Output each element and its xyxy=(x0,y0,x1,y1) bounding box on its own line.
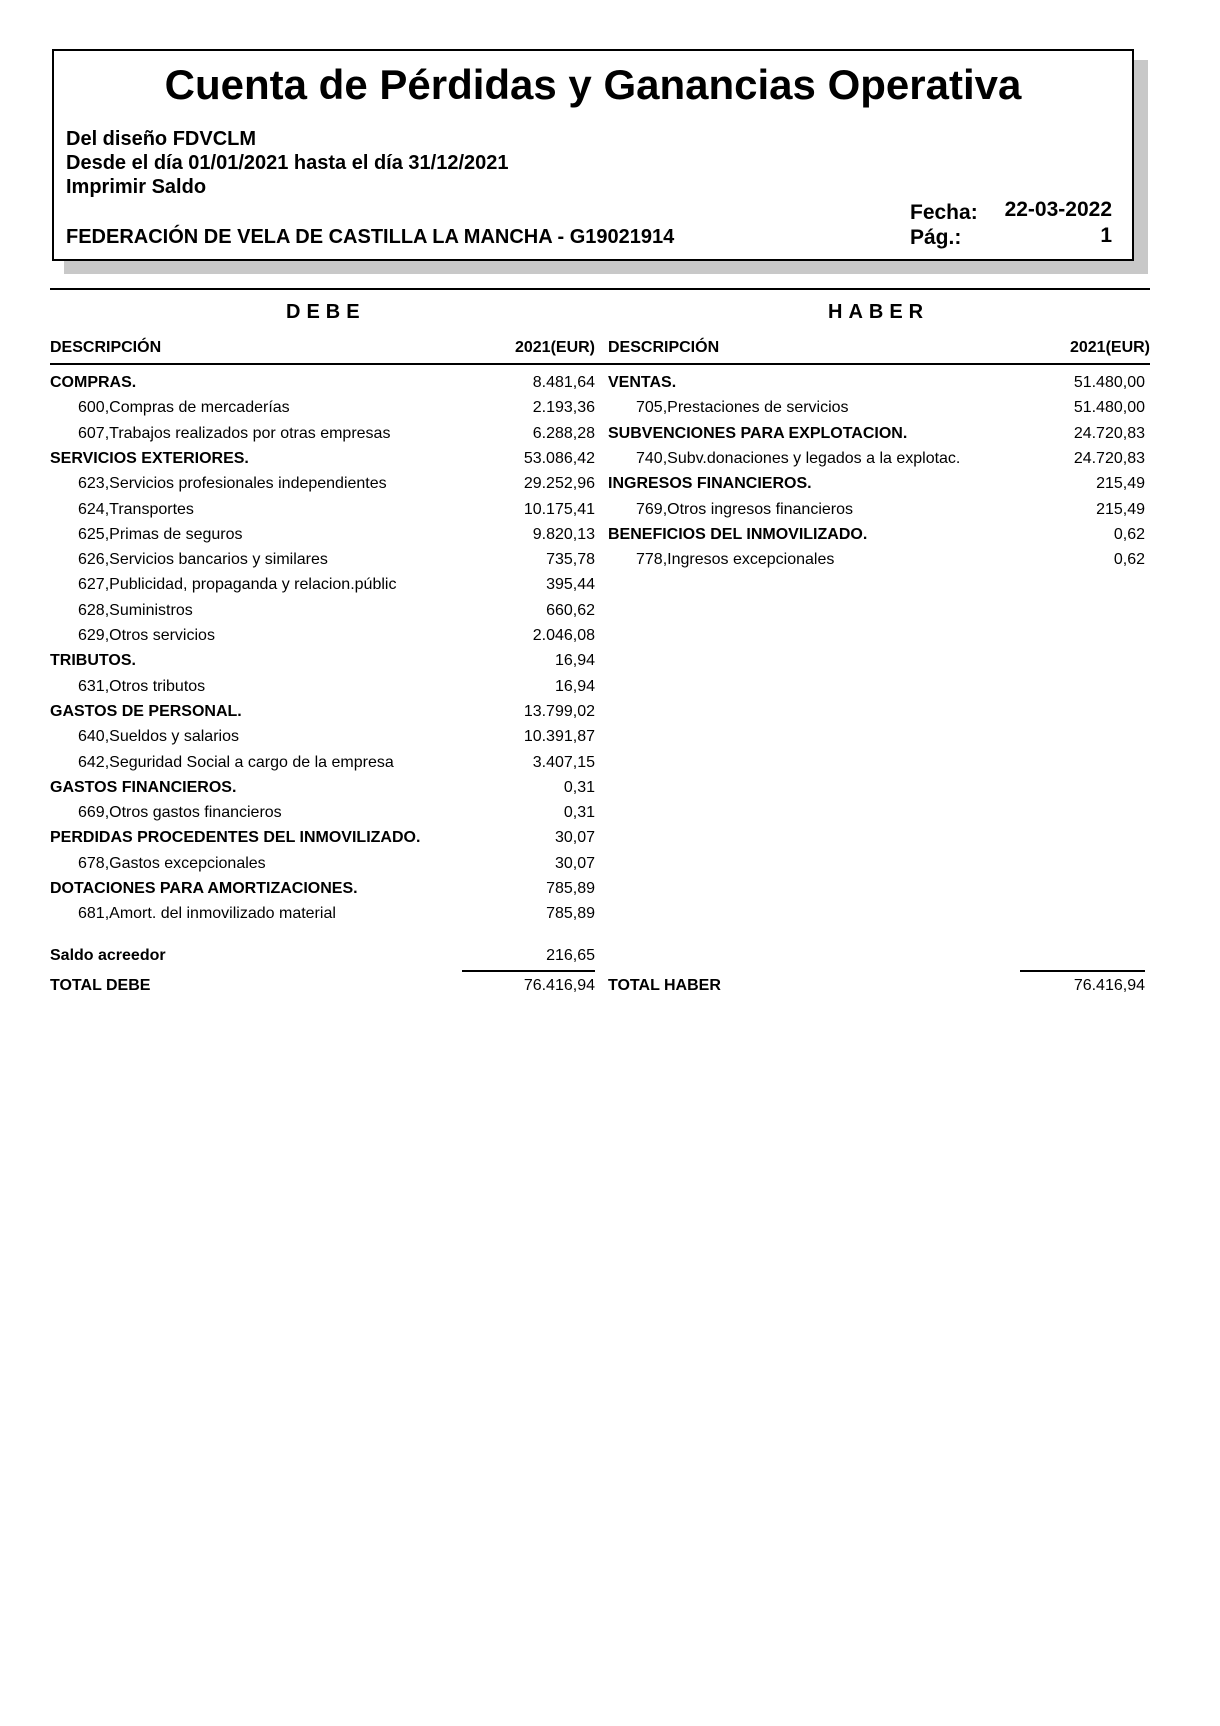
row-amount: 51.480,00 xyxy=(1073,399,1145,417)
saldo-label: Saldo acreedor xyxy=(50,947,166,964)
haber-amount-header: 2021(EUR) xyxy=(1069,339,1150,356)
row-amount: 16,94 xyxy=(554,652,595,670)
debe-amount-header: 2021(EUR) xyxy=(514,339,595,356)
debe-group-row xyxy=(50,825,595,850)
row-description: 628,Suministros xyxy=(78,601,193,619)
row-amount: 0,62 xyxy=(1113,551,1145,569)
haber-account-row xyxy=(608,497,1150,522)
debe-account-row xyxy=(50,395,595,420)
row-description: SUBVENCIONES PARA EXPLOTACION. xyxy=(608,424,908,442)
row-description: SERVICIOS EXTERIORES. xyxy=(50,449,249,467)
row-description: 629,Otros servicios xyxy=(78,627,215,644)
row-description: 642,Seguridad Social a cargo de la empresa xyxy=(78,753,394,771)
debe-account-row xyxy=(50,497,595,522)
debe-account-row xyxy=(50,598,595,623)
row-description: 625,Primas de seguros xyxy=(78,525,243,543)
row-amount: 30,07 xyxy=(554,829,595,847)
row-description: 623,Servicios profesionales independientes xyxy=(78,475,387,493)
debe-account-row xyxy=(50,901,595,926)
row-description: TRIBUTOS. xyxy=(50,652,136,670)
haber-account-row xyxy=(608,547,1150,572)
debe-account-row xyxy=(50,851,595,876)
design-line: Del diseño FDVCLM xyxy=(66,128,257,150)
debe-account-row xyxy=(50,522,595,547)
debe-account-row xyxy=(50,623,595,648)
debe-account-row xyxy=(50,800,595,825)
haber-description-header: DESCRIPCIÓN xyxy=(608,339,720,356)
row-amount: 29.252,96 xyxy=(523,475,595,493)
row-description: GASTOS FINANCIEROS. xyxy=(50,778,237,796)
row-description: GASTOS DE PERSONAL. xyxy=(50,702,242,720)
row-amount: 24.720,83 xyxy=(1073,424,1145,442)
debe-account-row xyxy=(50,471,595,496)
total-debe-label: TOTAL DEBE xyxy=(50,977,151,994)
row-description: 678,Gastos excepcionales xyxy=(78,854,266,872)
section-divider xyxy=(50,288,1150,290)
row-amount: 2.193,36 xyxy=(532,399,595,417)
row-amount: 24.720,83 xyxy=(1073,449,1145,467)
row-amount: 735,78 xyxy=(546,551,595,569)
row-amount: 9.820,13 xyxy=(532,525,595,543)
row-amount: 0,31 xyxy=(563,804,595,822)
debe-title: DEBE xyxy=(286,301,366,323)
row-description: 626,Servicios bancarios y similares xyxy=(78,551,328,569)
row-amount: 30,07 xyxy=(554,854,595,872)
haber-group-row xyxy=(608,522,1150,547)
debe-group-row xyxy=(50,446,595,471)
row-amount: 215,49 xyxy=(1096,475,1145,493)
debe-account-row xyxy=(50,572,595,597)
row-description: 640,Sueldos y salarios xyxy=(78,728,239,746)
row-amount: 10.391,87 xyxy=(523,728,595,746)
row-description: 681,Amort. del inmovilizado material xyxy=(78,905,336,923)
row-description: 705,Prestaciones de servicios xyxy=(636,399,849,417)
row-amount: 3.407,15 xyxy=(532,753,595,771)
haber-sum-rule xyxy=(1020,970,1145,972)
row-description: 600,Compras de mercaderías xyxy=(78,399,290,417)
debe-group-row xyxy=(50,699,595,724)
debe-group-row xyxy=(50,370,595,395)
row-description: VENTAS. xyxy=(608,374,677,391)
row-description: 624,Transportes xyxy=(78,500,194,518)
debe-sum-rule xyxy=(462,970,595,972)
debe-group-row xyxy=(50,648,595,673)
row-description: INGRESOS FINANCIEROS. xyxy=(608,475,812,493)
debe-account-row xyxy=(50,750,595,775)
row-description: PERDIDAS PROCEDENTES DEL INMOVILIZADO. xyxy=(50,829,421,847)
row-amount: 13.799,02 xyxy=(523,702,595,720)
print-option-line: Imprimir Saldo xyxy=(66,176,207,198)
debe-account-row xyxy=(50,547,595,572)
row-amount: 395,44 xyxy=(546,576,595,594)
debe-description-header: DESCRIPCIÓN xyxy=(50,339,162,356)
row-description: 607,Trabajos realizados por otras empresas xyxy=(78,424,391,442)
haber-group-row xyxy=(608,370,1150,395)
date-label: Fecha: xyxy=(910,201,978,224)
row-amount: 785,89 xyxy=(546,905,595,923)
haber-account-row xyxy=(608,395,1150,420)
row-amount: 0,31 xyxy=(563,778,595,796)
total-haber-amount: 76.416,94 xyxy=(1073,977,1145,994)
row-amount: 2.046,08 xyxy=(532,627,595,644)
organization-name: FEDERACIÓN DE VELA DE CASTILLA LA MANCHA - G19021914 xyxy=(66,226,675,248)
row-amount: 215,49 xyxy=(1096,500,1145,518)
debe-account-row xyxy=(50,674,595,699)
haber-group-row xyxy=(608,421,1150,446)
row-amount: 8.481,64 xyxy=(532,374,595,391)
row-amount: 6.288,28 xyxy=(532,424,595,442)
debe-group-row xyxy=(50,775,595,800)
debe-account-row xyxy=(50,421,595,446)
page-value: 1 xyxy=(1100,224,1112,247)
debe-group-row xyxy=(50,876,595,901)
haber-account-row xyxy=(608,446,1150,471)
row-amount: 10.175,41 xyxy=(523,500,595,518)
total-debe-amount: 76.416,94 xyxy=(523,977,595,994)
saldo-amount: 216,65 xyxy=(546,947,595,964)
haber-group-row xyxy=(608,471,1150,496)
row-amount: 660,62 xyxy=(546,601,595,619)
page-label: Pág.: xyxy=(910,226,962,249)
report-title: Cuenta de Pérdidas y Ganancias Operativa xyxy=(164,61,1022,108)
row-description: BENEFICIOS DEL INMOVILIZADO. xyxy=(608,525,868,543)
row-description: 631,Otros tributos xyxy=(78,677,206,695)
row-description: 627,Publicidad, propaganda y relacion.públic xyxy=(78,576,397,594)
column-header-rule xyxy=(50,363,1150,365)
report-header xyxy=(52,49,1134,261)
date-value: 22-03-2022 xyxy=(1004,198,1112,221)
row-description: 769,Otros ingresos financieros xyxy=(636,500,853,518)
total-haber-label: TOTAL HABER xyxy=(608,977,721,994)
row-description: 669,Otros gastos financieros xyxy=(78,804,282,822)
row-amount: 53.086,42 xyxy=(523,449,595,467)
row-description: DOTACIONES PARA AMORTIZACIONES. xyxy=(50,880,358,897)
debe-account-row xyxy=(50,724,595,749)
haber-title: HABER xyxy=(828,301,930,323)
row-description: 740,Subv.donaciones y legados a la explotac. xyxy=(636,449,961,467)
row-amount: 51.480,00 xyxy=(1073,374,1145,391)
row-description: 778,Ingresos excepcionales xyxy=(636,551,835,569)
period-line: Desde el día 01/01/2021 hasta el día 31/12/2021 xyxy=(66,152,509,174)
row-amount: 0,62 xyxy=(1113,525,1145,543)
row-description: COMPRAS. xyxy=(50,374,137,391)
row-amount: 785,89 xyxy=(546,880,595,897)
row-amount: 16,94 xyxy=(554,677,595,695)
